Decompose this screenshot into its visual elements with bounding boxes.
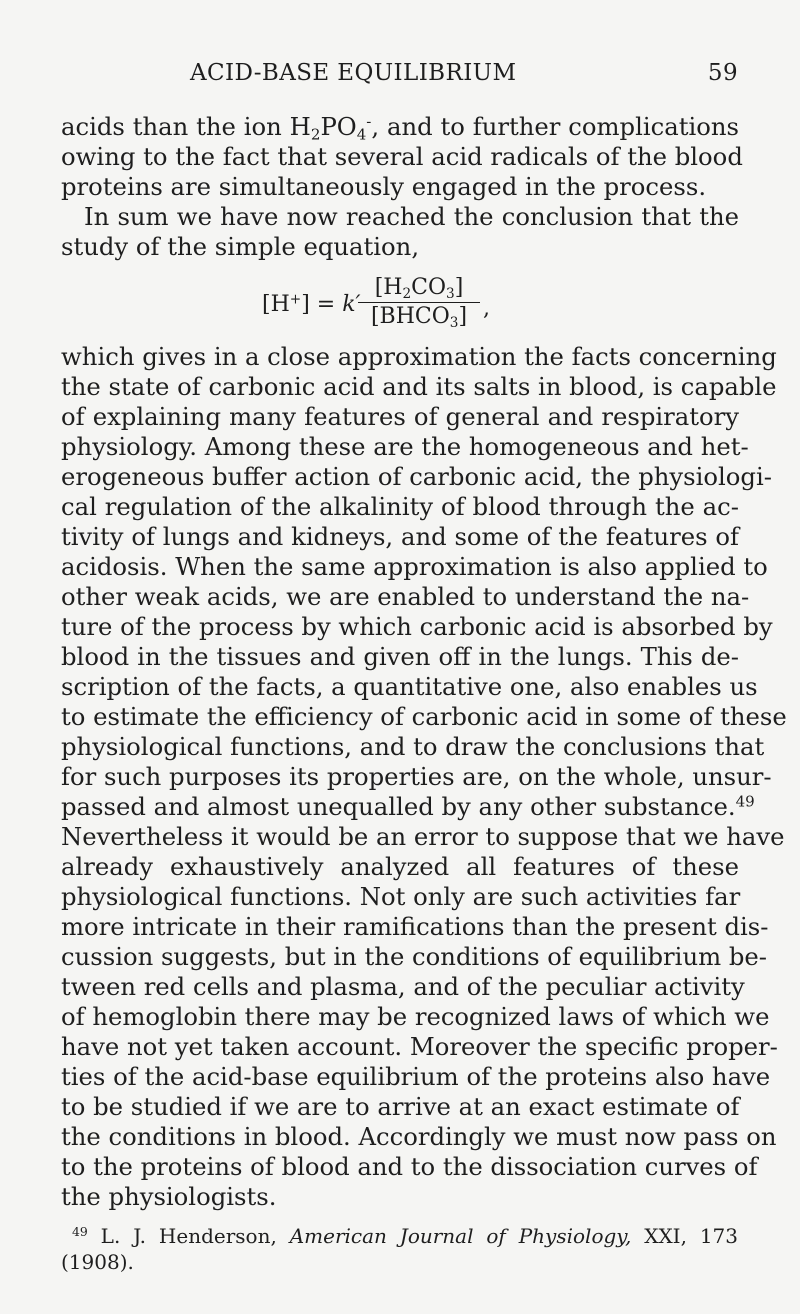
text-line: more intricate in their ramifications than the present dis- (61, 912, 769, 941)
text-line: ture of the process by which carbonic acid is absorbed by (61, 612, 773, 641)
equation-numerator: $[H_2CO_3]$ (374, 275, 464, 303)
text-line: cal regulation of the alkalinity of blood through the ac- (61, 492, 739, 521)
text-line: cussion suggests, but in the conditions of equilibrium be- (61, 942, 767, 971)
footnote-year: (1908). (61, 1250, 134, 1274)
journal-title: American Journal of Physiology, (289, 1224, 632, 1248)
text-line: to estimate the efficiency of carbonic acid in some of these (61, 702, 787, 731)
footnote: $^{49}$ L. J. Henderson, American Journal of Physiology, XXI, 173 (72, 1224, 738, 1248)
equation-denominator: $[BHCO_3]$ (370, 304, 468, 332)
text-line: which gives in a close approximation the facts concerning (61, 342, 777, 371)
text-line: physiological functions, and to draw the conclusions that (61, 732, 765, 761)
text-line: blood in the tissues and given off in the lungs. This de- (61, 642, 739, 671)
text-line: ties of the acid-base equilibrium of the proteins also have (61, 1062, 771, 1091)
text-line: study of the simple equation, (61, 232, 420, 261)
text-line: tivity of lungs and kidneys, and some of the features of (61, 522, 739, 551)
text-line: owing to the fact that several acid radicals of the blood (61, 142, 743, 171)
running-header (60, 52, 738, 92)
text-line: the physiologists. (61, 1182, 277, 1211)
text-line: physiological functions. Not only are such activities far (61, 882, 741, 911)
text-line: erogeneous buffer action of carbonic acid, the physiologi- (61, 462, 772, 491)
page-number: 59 (707, 60, 738, 86)
text-line: acidosis. When the same approximation is also applied to (61, 552, 768, 581)
text-line: other weak acids, we are enabled to understand the na- (61, 582, 750, 611)
running-title: ACID-BASE EQUILIBRIUM (190, 60, 517, 86)
text-line: already exhaustively analyzed all features of these (61, 852, 739, 881)
text-line: scription of the facts, a quantitative one, also enables us (61, 672, 758, 701)
footnote-ref: 49 (735, 792, 755, 811)
text-line: proteins are simultaneously engaged in the process. (61, 172, 707, 201)
equation-fraction (358, 275, 480, 332)
text-line: have not yet taken account. Moreover the specific proper- (61, 1032, 778, 1061)
text-line: of hemoglobin there may be recognized laws of which we (61, 1002, 770, 1031)
text-line: for such purposes its properties are, on the whole, unsur- (61, 762, 772, 791)
text-line: In sum we have now reached the conclusion that the (84, 202, 739, 231)
text-line: passed and almost unequalled by any other substance.$^{49}$ (61, 792, 755, 821)
text-line: acids than the ion $H_2PO_4^-$, and to further complications (61, 112, 739, 144)
text-line: the state of carbonic acid and its salts in blood, is capable (61, 372, 777, 401)
text-line: to be studied if we are to arrive at an exact estimate of (61, 1092, 740, 1121)
equation-comma: , (483, 296, 490, 321)
text-line: the conditions in blood. Accordingly we must now pass on (61, 1122, 777, 1151)
fraction-bar (358, 302, 480, 303)
text-line: physiology. Among these are the homogeneous and het- (61, 432, 749, 461)
text-line: tween red cells and plasma, and of the peculiar activity (61, 972, 745, 1001)
footnote-number: 49 (72, 1224, 88, 1240)
text-line: to the proteins of blood and to the dissociation curves of (61, 1152, 758, 1181)
text-line: of explaining many features of general and respiratory (61, 402, 739, 431)
text-line: Nevertheless it would be an error to suppose that we have (61, 822, 785, 851)
equation-lhs: [H+] = k′ (262, 291, 361, 317)
